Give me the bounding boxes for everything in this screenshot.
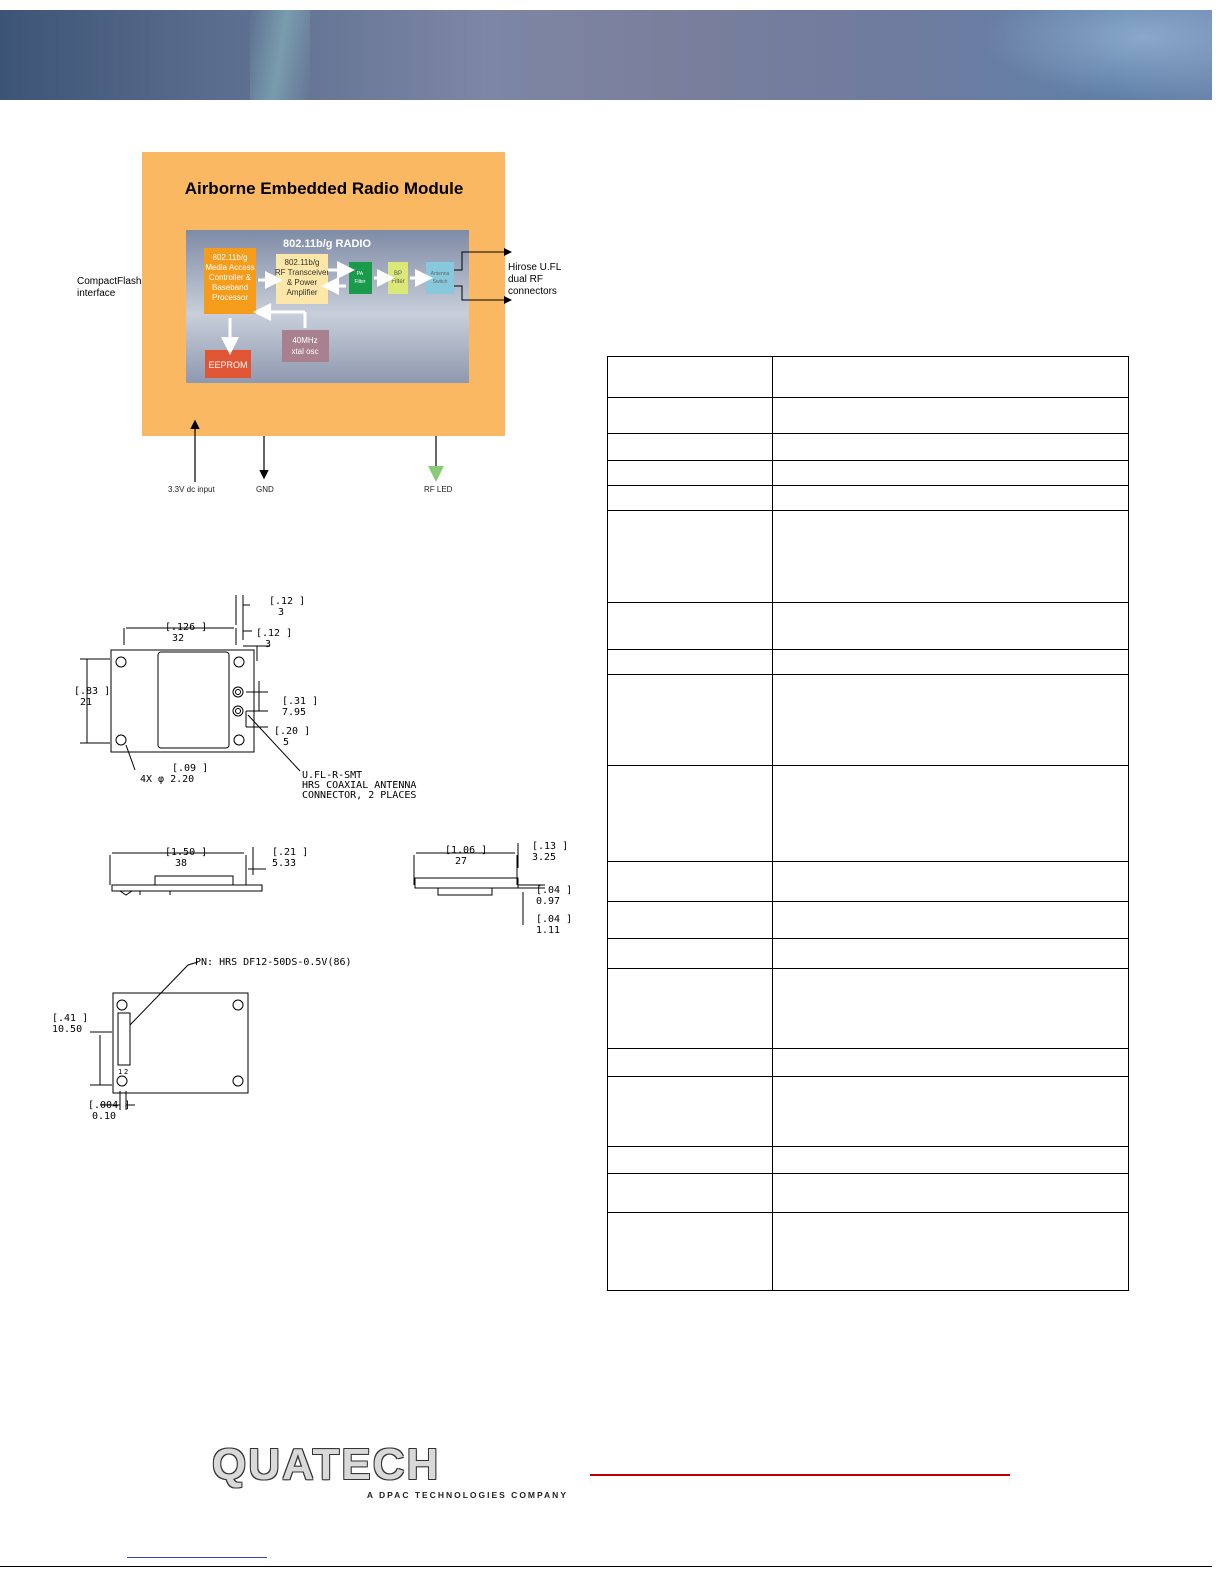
svg-text:Media Access: Media Access: [205, 263, 255, 272]
svg-text:connectors: connectors: [508, 286, 557, 297]
spec-table: [607, 356, 1129, 1291]
table-row: [608, 357, 1129, 398]
top-view-shield: [158, 652, 229, 748]
footer-red-rule: [590, 1474, 1010, 1476]
svg-text:Processor: Processor: [211, 293, 249, 302]
table-row: [608, 434, 1129, 461]
svg-text:Switch: Switch: [432, 279, 448, 285]
hirose-label: [508, 262, 562, 297]
table-row: [608, 398, 1129, 434]
svg-text:[.83 ]: [.83 ]: [74, 686, 111, 697]
svg-text:dual RF: dual RF: [508, 274, 544, 285]
logo-tagline: A DPAC TECHNOLOGIES COMPANY: [366, 1490, 568, 1500]
radio-title: 802.11b/g RADIO: [282, 238, 372, 250]
table-row: [608, 1147, 1129, 1174]
svg-text:10.50: 10.50: [52, 1024, 83, 1035]
svg-text:3.25: 3.25: [532, 852, 557, 863]
svg-text:[.13 ]: [.13 ]: [532, 841, 569, 852]
svg-text:BP: BP: [393, 271, 403, 277]
table-row: [608, 766, 1129, 862]
quatech-logo: [212, 1440, 568, 1504]
header-banner: [0, 10, 1212, 100]
table-row: [608, 969, 1129, 1049]
table-row: [608, 650, 1129, 675]
banner-streak: [250, 10, 310, 100]
eeprom-label: EEPROM: [208, 360, 248, 370]
svg-text:40MHz: 40MHz: [292, 336, 318, 345]
footer-link-underline[interactable]: [127, 1557, 267, 1558]
logo-wordmark: QUATECH: [212, 1440, 441, 1489]
bottom-view-outline: [113, 993, 248, 1093]
svg-text:U.FL-R-SMT: U.FL-R-SMT: [302, 770, 363, 781]
svg-text:Filter: Filter: [354, 279, 366, 285]
svg-text:CONNECTOR, 2 PLACES: CONNECTOR, 2 PLACES: [302, 790, 417, 801]
svg-text:HRS COAXIAL ANTENNA: HRS COAXIAL ANTENNA: [302, 780, 417, 791]
svg-text:802.11b/g: 802.11b/g: [284, 258, 320, 267]
table-row: [608, 1077, 1129, 1147]
svg-text:Antenna: Antenna: [430, 271, 450, 277]
top-view-dims: [74, 596, 416, 801]
svg-text:3.3V dc input: 3.3V dc input: [168, 485, 215, 494]
led-arrowhead: [428, 466, 444, 482]
svg-text:[.004 ]: [.004 ]: [88, 1100, 131, 1111]
svg-text:32: 32: [172, 633, 185, 644]
side-view-dims: [165, 847, 308, 869]
pa-block: [349, 262, 372, 294]
svg-text:5: 5: [283, 737, 290, 748]
svg-text:38: 38: [175, 858, 188, 869]
svg-text:802.11b/g: 802.11b/g: [212, 253, 248, 262]
svg-text:[.20 ]: [.20 ]: [274, 726, 311, 737]
svg-text:[.04 ]: [.04 ]: [536, 885, 573, 896]
svg-text:1.11: 1.11: [536, 925, 561, 936]
svg-text:7.95: 7.95: [282, 707, 307, 718]
top-view-outline: [111, 650, 254, 752]
table-row: [608, 461, 1129, 486]
power-labels: [168, 485, 453, 494]
svg-text:21: 21: [80, 697, 93, 708]
osc-block: [282, 330, 329, 362]
svg-text:Baseband: Baseband: [211, 283, 249, 292]
svg-text:0.10: 0.10: [92, 1111, 117, 1122]
table-row: [608, 603, 1129, 650]
svg-text:Controller &: Controller &: [208, 273, 252, 282]
module-title: Airborne Embedded Radio Module: [184, 179, 464, 198]
svg-text:[.12 ]: [.12 ]: [269, 596, 306, 607]
svg-text:& Power: & Power: [286, 278, 318, 287]
table-row: [608, 939, 1129, 969]
svg-text:[.126 ]: [.126 ]: [165, 622, 208, 633]
table-row: [608, 486, 1129, 511]
svg-text:[.31 ]: [.31 ]: [282, 696, 319, 707]
svg-text:2: 2: [124, 1068, 129, 1076]
table-row: [608, 511, 1129, 603]
svg-text:CompactFlash: CompactFlash: [77, 276, 142, 287]
svg-text:RF Transceiver: RF Transceiver: [274, 268, 330, 277]
mechanical-drawings: [40, 585, 600, 1135]
svg-text:[1.06 ]: [1.06 ]: [445, 845, 488, 856]
bottom-view: [90, 962, 248, 1110]
svg-text:4X φ 2.20: 4X φ 2.20: [140, 774, 195, 785]
compactflash-label: [77, 276, 141, 299]
bpf-block: [388, 262, 408, 294]
svg-text:Amplifier: Amplifier: [286, 288, 318, 297]
svg-text:[.12 ]: [.12 ]: [256, 628, 293, 639]
svg-text:PA: PA: [356, 271, 364, 277]
svg-text:GND: GND: [256, 485, 274, 494]
block-diagram: [70, 152, 570, 496]
mac-block-text: [205, 253, 254, 302]
banner-highlight: [980, 10, 1212, 100]
table-row: [608, 902, 1129, 939]
svg-text:xtal osc: xtal osc: [291, 347, 319, 356]
svg-text:RF LED: RF LED: [424, 485, 453, 494]
svg-text:[.04 ]: [.04 ]: [536, 914, 573, 925]
svg-text:27: 27: [455, 856, 468, 867]
table-row: [608, 1213, 1129, 1291]
svg-text:5.33: 5.33: [272, 858, 297, 869]
svg-text:[.21 ]: [.21 ]: [272, 847, 309, 858]
svg-text:[.09 ]: [.09 ]: [172, 763, 209, 774]
svg-text:Hirose U.FL: Hirose U.FL: [508, 262, 562, 273]
svg-text:1: 1: [118, 1068, 123, 1076]
table-row: [608, 1049, 1129, 1077]
svg-text:Filter: Filter: [391, 279, 405, 285]
svg-text:PN: HRS DF12-50DS-0.5V(86): PN: HRS DF12-50DS-0.5V(86): [195, 957, 352, 968]
svg-text:[.41 ]: [.41 ]: [52, 1013, 89, 1024]
svg-text:3: 3: [265, 639, 272, 650]
table-row: [608, 675, 1129, 766]
svg-text:interface: interface: [77, 288, 116, 299]
block-diagram-svg: [70, 152, 570, 496]
svg-text:[1.50 ]: [1.50 ]: [165, 847, 208, 858]
bottom-view-dims: [52, 957, 352, 1122]
table-row: [608, 1174, 1129, 1213]
svg-text:0.97: 0.97: [536, 896, 561, 907]
table-row: [608, 862, 1129, 902]
svg-text:3: 3: [278, 607, 285, 618]
bottom-rule: [0, 1566, 1212, 1567]
switch-block: [426, 262, 454, 294]
